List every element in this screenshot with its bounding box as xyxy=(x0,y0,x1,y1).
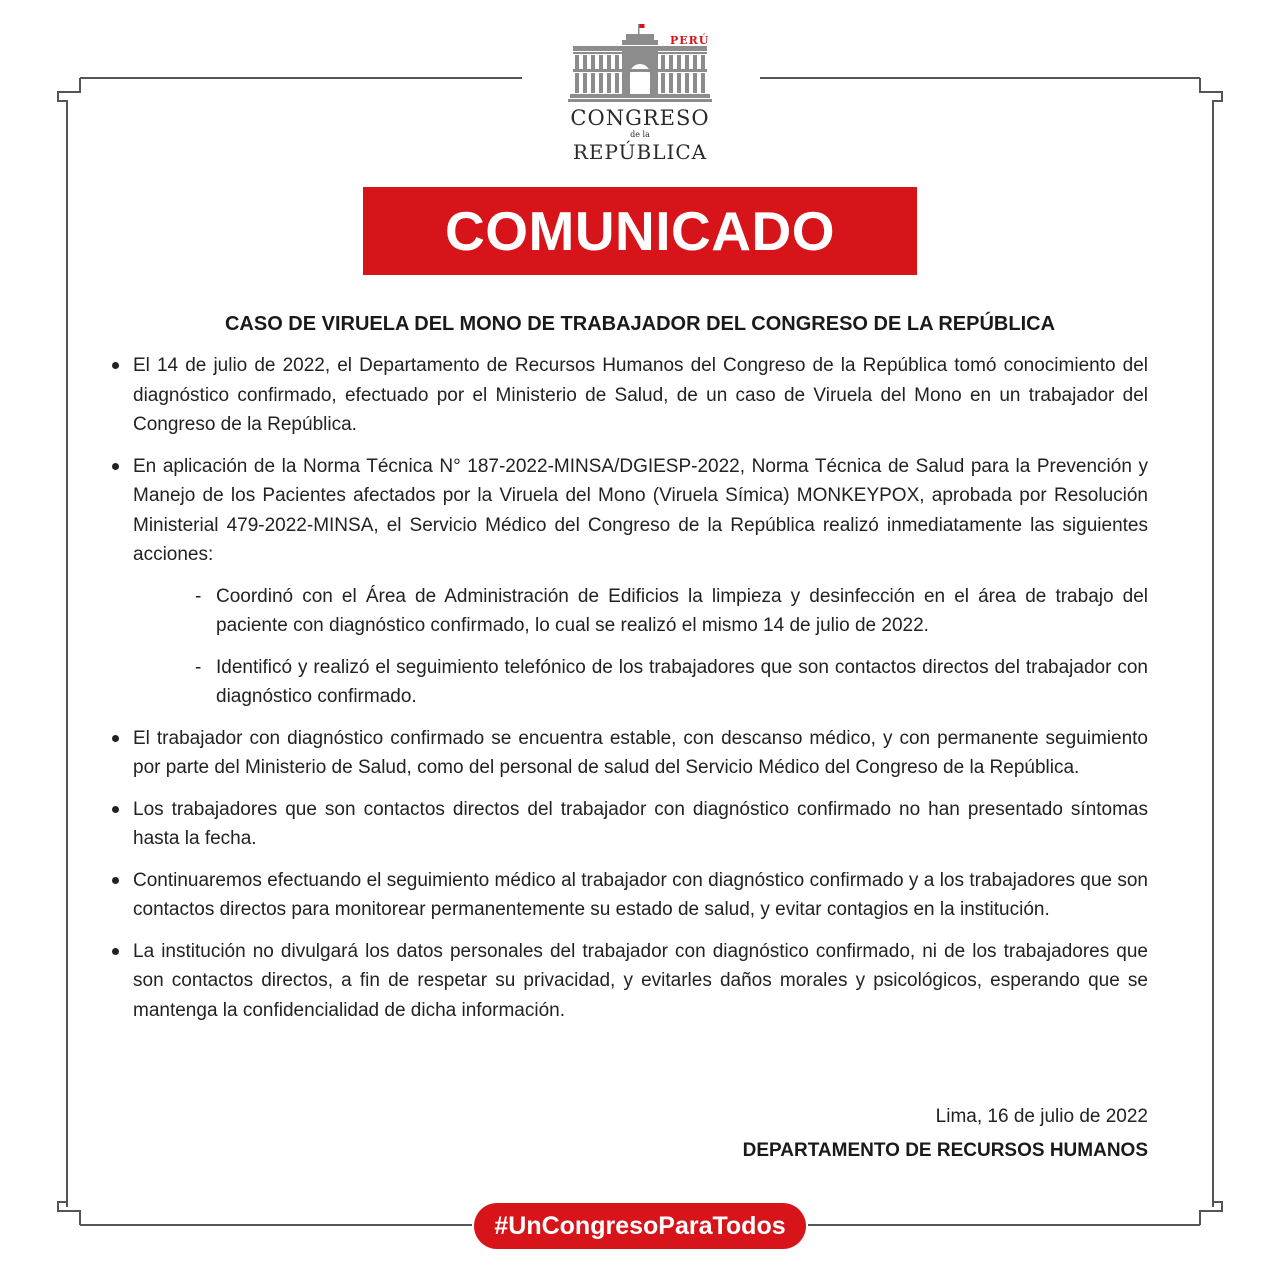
logo-dela-text: de la xyxy=(630,130,650,139)
bullet-item xyxy=(110,452,1148,712)
logo-republica-text: REPÚBLICA xyxy=(572,140,708,164)
logo-country-label: PERÚ xyxy=(670,34,710,47)
logo-congreso-text: CONGRESO xyxy=(570,106,710,130)
subitem: - Identificó y realizó el seguimiento telefónico de los trabajadores que son contactos directos del trabajador con diagnóstico confirmado. xyxy=(133,653,1148,712)
subitem-list xyxy=(133,582,1148,712)
bullet-item: El 14 de julio de 2022, el Departamento de Recursos Humanos del Congreso de la República tomó conocimiento del diagnóstico confirmado, efectuado por el Ministerio de Salud, de un caso de Viruela del Mono en un trabajador del Congreso de la República. xyxy=(110,351,1148,440)
date-line: Lima, 16 de julio de 2022 xyxy=(935,1106,1148,1127)
bullet-item: Los trabajadores que son contactos directos del trabajador con diagnóstico confirmado no han presentado síntomas hasta la fecha. xyxy=(110,795,1148,854)
comunicado-banner: COMUNICADO xyxy=(363,187,917,275)
hashtag-badge: #UnCongresoParaTodos xyxy=(474,1203,806,1249)
subitem: - Coordinó con el Área de Administración de Edificios la limpieza y desinfección en el área de trabajo del paciente con diagnóstico confirmado, lo cual se realizó el mismo 14 de julio de 2022. xyxy=(133,582,1148,641)
bullet-item: Continuaremos efectuando el seguimiento médico al trabajador con diagnóstico confirmado y a los trabajadores que son contactos directos para monitorear permanentemente su estado de salud, y evitar contagios en la institución. xyxy=(110,866,1148,925)
document-body xyxy=(110,351,1148,1025)
bullet-item: El trabajador con diagnóstico confirmado se encuentra estable, con descanso médico, y con permanente seguimiento por parte del Ministerio de Salud, como del personal de salud del Servicio Médico del Congreso de la República. xyxy=(110,724,1148,783)
department-signature: DEPARTAMENTO DE RECURSOS HUMANOS xyxy=(742,1140,1148,1161)
congress-logo xyxy=(560,22,720,167)
bullet-item: La institución no divulgará los datos personales del trabajador con diagnóstico confirmado, ni de los trabajadores que son contactos directos, a fin de respetar su privacidad, y evitarles daños morales y psicológicos, esperando que se mantenga la confidencialidad de dicha información. xyxy=(110,937,1148,1026)
bullet-text: En aplicación de la Norma Técnica N° 187-2022-MINSA/DGIESP-2022, Norma Técnica de Salud para la Prevención y Manejo de los Pacientes afectados por la Viruela del Mono (Viruela Símica) MONKEYPOX, aprobada por Resolución Ministerial 479-2022-MINSA, el Servicio Médico del Congreso de la República realizó inmediatamente las siguientes acciones: xyxy=(133,455,1148,565)
document-subtitle: CASO DE VIRUELA DEL MONO DE TRABAJADOR DEL CONGRESO DE LA REPÚBLICA xyxy=(224,313,1056,335)
